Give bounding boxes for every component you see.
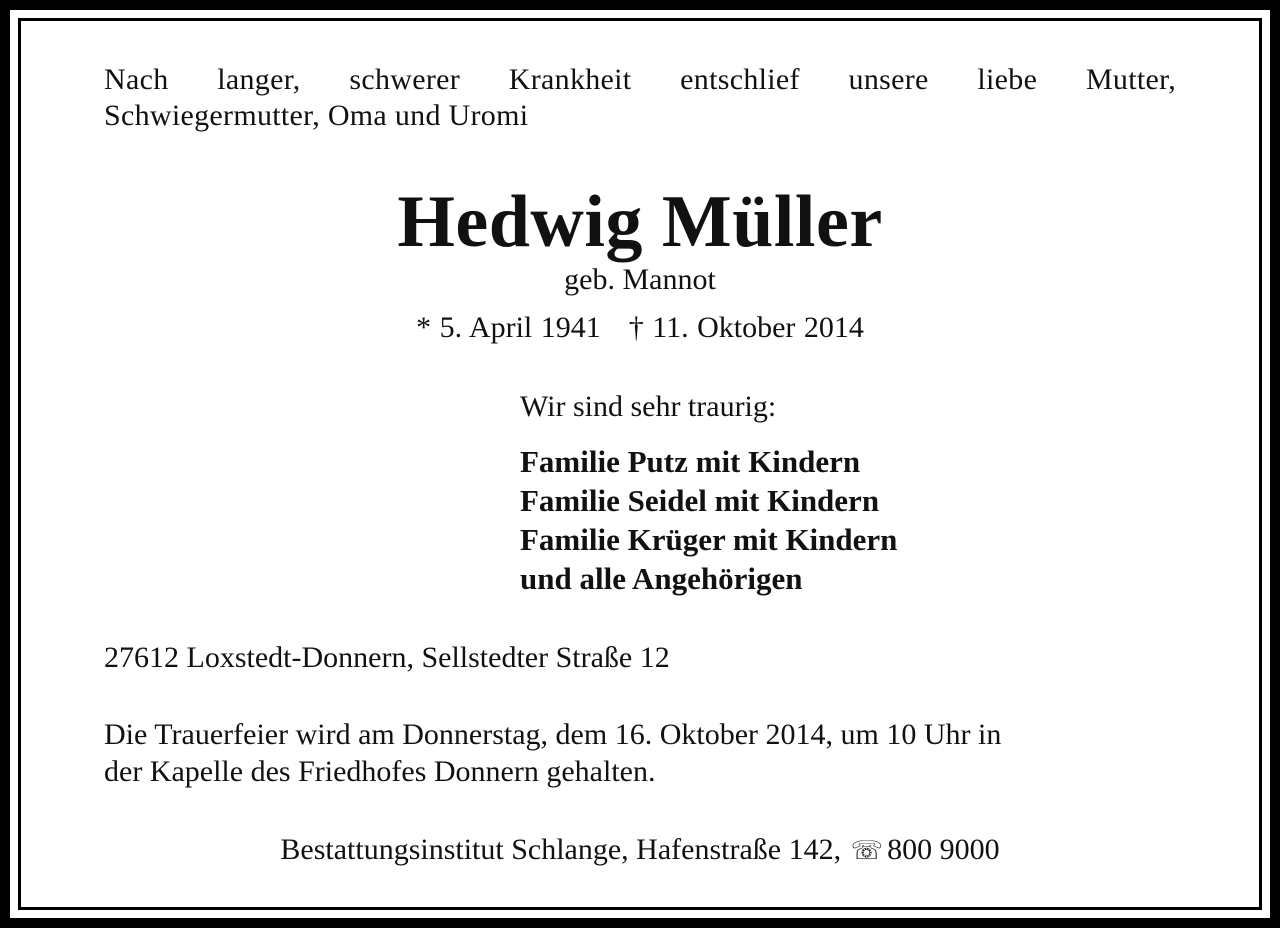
ceremony-info bbox=[104, 716, 1178, 790]
ceremony-line-1: Die Trauerfeier wird am Donnerstag, dem 16. Oktober 2014, um 10 Uhr in bbox=[104, 718, 1002, 751]
mourner-family: und alle Angehörigen bbox=[520, 561, 803, 596]
phone-number: 800 9000 bbox=[887, 833, 1000, 866]
mourning-phrase: Wir sind sehr traurig: bbox=[520, 390, 777, 423]
birth-date: * 5. April 1941 bbox=[416, 311, 601, 344]
mourner-family: Familie Seidel mit Kindern bbox=[520, 483, 880, 518]
death-date: † 11. Oktober 2014 bbox=[628, 311, 864, 344]
telephone-icon: ☏ bbox=[850, 836, 884, 866]
intro-line-2: Schwiegermutter, Oma und Uromi bbox=[104, 99, 529, 132]
undertaker-name-address: Bestattungsinstitut Schlange, Hafenstraße 142, bbox=[280, 833, 842, 866]
mourner-family: Familie Putz mit Kindern bbox=[520, 444, 861, 479]
obituary-notice bbox=[10, 10, 1270, 918]
intro-line-1: Nach langer, schwerer Krankheit entschlief unsere liebe Mutter, bbox=[104, 63, 1176, 96]
ceremony-line-2: der Kapelle des Friedhofes Donnern gehalten. bbox=[104, 755, 656, 788]
deceased-name: Hedwig Müller bbox=[397, 181, 883, 263]
undertaker-info bbox=[10, 832, 1270, 869]
mourner-family: Familie Krüger mit Kindern bbox=[520, 522, 898, 557]
birth-name: geb. Mannot bbox=[564, 263, 716, 296]
family-address: 27612 Loxstedt-Donnern, Sellstedter Straße 12 bbox=[104, 641, 670, 674]
life-dates bbox=[10, 310, 1270, 346]
mourners-list bbox=[520, 442, 897, 598]
intro-text bbox=[104, 62, 1176, 134]
